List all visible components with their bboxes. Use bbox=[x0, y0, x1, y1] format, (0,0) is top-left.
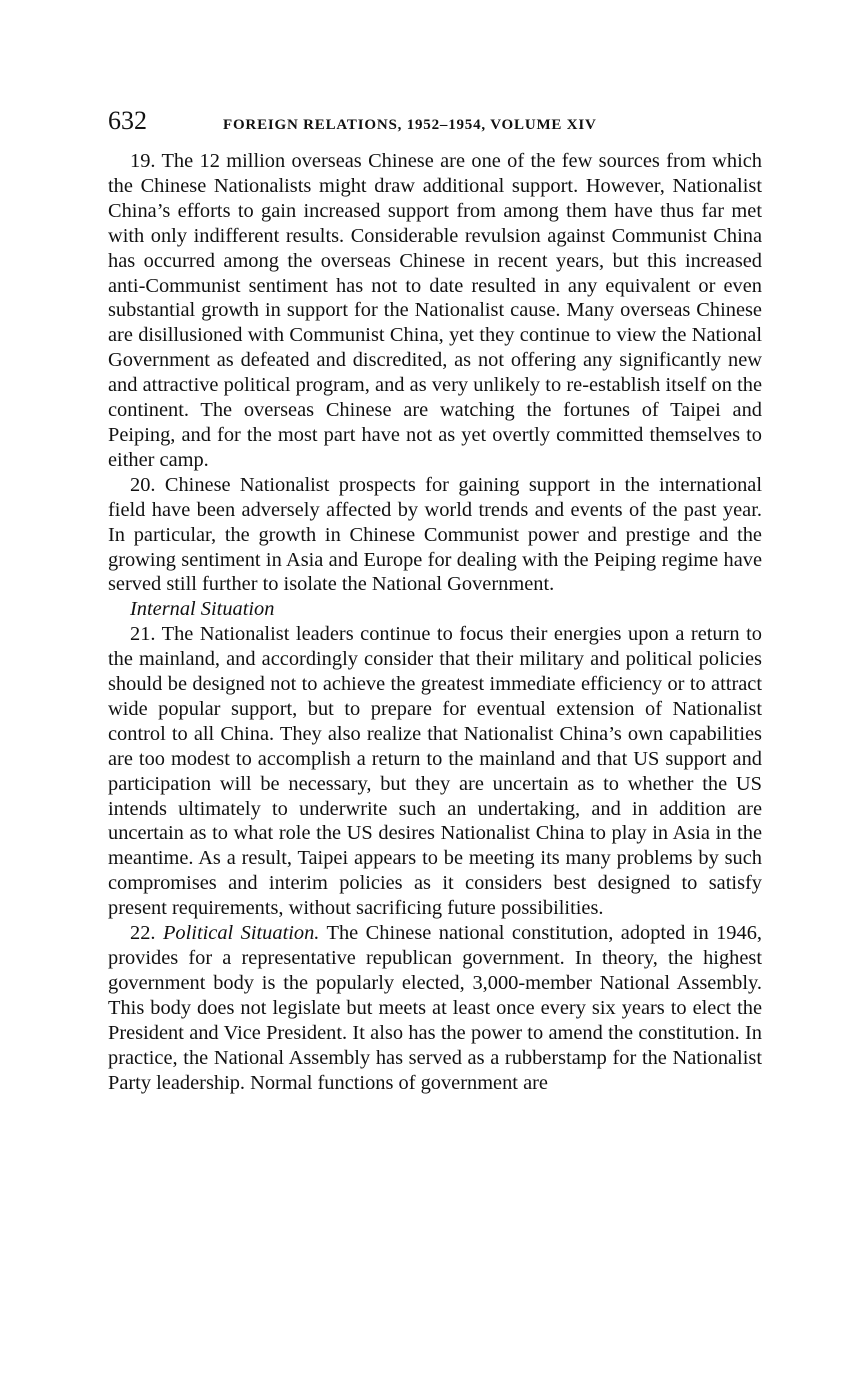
paragraph-22-number: 22. bbox=[130, 922, 156, 945]
paragraph-21: 21. The Nationalist leaders continue to focus their energies upon a return to the mainland, and accordingly consider that their military and political policies should be designed not to achieve the greatest immediate efficiency or to attract wide popular support, but to prepare for eventual extension of Nationalist control to all China. They also realize that Nationalist China’s own capabilities are too modest to accomplish a return to the mainland and that US support and participation will be necessary, but they are uncertain as to whether the US intends ultimately to underwrite such an undertaking, and in addition are uncertain as to what role the US desires Nationalist China to play in Asia in the meantime. As a result, Taipei appears to be meeting its many problems by such compromises and interim policies as it considers best designed to satisfy present requirements, without sacrificing future possibilities. bbox=[108, 623, 762, 920]
running-head: FOREIGN RELATIONS, 1952–1954, VOLUME XIV bbox=[223, 117, 597, 133]
document-page bbox=[108, 105, 762, 1095]
paragraph-19: 19. The 12 million overseas Chinese are one of the few sources from which the Chinese Nationalists might draw additional support. However, Nationalist China’s efforts to gain increased support from among them have thus far met with only indifferent results. Considerable revulsion against Communist China has occurred among the overseas Chinese in recent years, but this increased anti-Communist sentiment has not to date resulted in any equivalent or even substantial growth in support for the Nationalist cause. Many overseas Chinese are disillusioned with Communist China, yet they continue to view the National Government as defeated and discredited, as not offering any significantly new and attractive political program, and as very unlikely to re-establish itself on the continent. The overseas Chinese are watching the fortunes of Taipei and Peiping, and for the most part have not as yet overtly committed themselves to either camp. bbox=[108, 150, 762, 471]
paragraph-20: 20. Chinese Nationalist prospects for gaining support in the international field have been adversely affected by world trends and events of the past year. In particular, the growth in Chinese Communist power and prestige and the growing sentiment in Asia and Europe for dealing with the Peiping regime have served still further to isolate the National Government. bbox=[108, 473, 762, 596]
section-heading-internal-situation: Internal Situation bbox=[130, 598, 275, 621]
paragraph-22 bbox=[108, 921, 762, 1095]
page-header bbox=[108, 105, 762, 149]
paragraph-22-text: The Chinese national constitution, adopted in 1946, provides for a representative republican government. In theory, the highest government body is the popularly elected, 3,000-member National Assembly. This body does not legislate but meets at least once every six years to elect the President and Vice President. It also has the power to amend the constitution. In practice, the National Assembly has served as a rubberstamp for the Nationalist Party leadership. Normal functions of government are bbox=[108, 922, 762, 1094]
paragraph-22-title: Political Situation. bbox=[162, 922, 320, 945]
page-number: 632 bbox=[108, 106, 147, 135]
